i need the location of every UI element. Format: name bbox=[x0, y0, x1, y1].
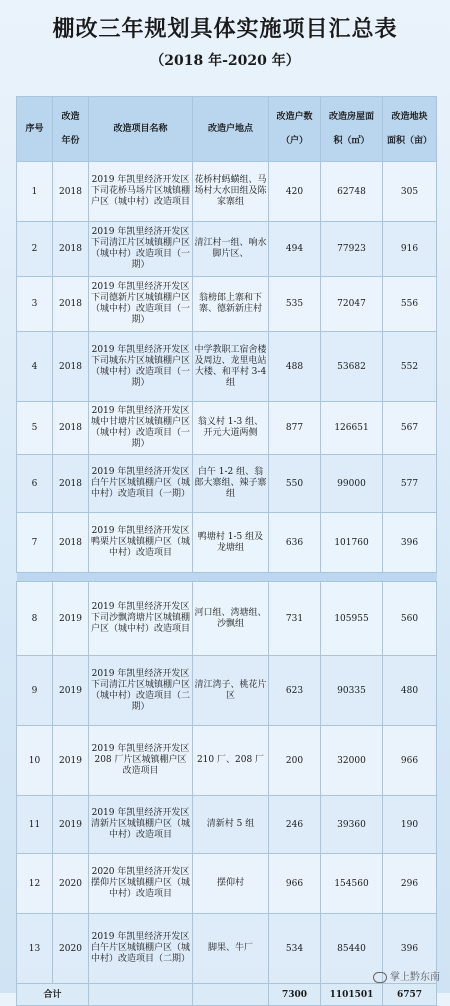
total-area: 1101501 bbox=[321, 984, 383, 1006]
cell-name: 2019 年凯里经济开发区下司城东片区城镇棚户区（城中村）改造项目（一期） bbox=[89, 332, 193, 402]
cell-location: 白午 1-2 组、翁郎大寨组、辣子寨组 bbox=[193, 455, 269, 513]
cell-location: 210 厂、208 厂 bbox=[193, 726, 269, 796]
cell-households: 966 bbox=[269, 854, 321, 914]
cell-name: 2019 年凯里经济开发区白午片区城镇棚户区（城中村）改造项目（二期） bbox=[89, 914, 193, 984]
cell-name: 2019 年凯里经济开发区 208 厂片区城镇棚户区改造项目 bbox=[89, 726, 193, 796]
cell-households: 731 bbox=[269, 582, 321, 656]
cell-area: 39360 bbox=[321, 796, 383, 854]
cell-name: 2020 年凯里经济开发区摆仰片区城镇棚户区（城中村）改造项目 bbox=[89, 854, 193, 914]
table-row bbox=[17, 455, 437, 513]
project-summary-table bbox=[16, 96, 437, 1006]
cell-name: 2019 年凯里经济开发区清新片区城镇棚户区（城中村）改造项目 bbox=[89, 796, 193, 854]
table-row bbox=[17, 513, 437, 573]
cell-location: 鸭塘村 1-5 组及龙塘组 bbox=[193, 513, 269, 573]
cell-year: 2018 bbox=[53, 513, 89, 573]
cell-land: 916 bbox=[383, 222, 437, 277]
cell-seq: 9 bbox=[17, 656, 53, 726]
cell-area: 62748 bbox=[321, 162, 383, 222]
total-households: 7300 bbox=[269, 984, 321, 1006]
cell-households: 200 bbox=[269, 726, 321, 796]
cell-land: 190 bbox=[383, 796, 437, 854]
cell-land: 556 bbox=[383, 277, 437, 332]
cell-area: 53682 bbox=[321, 332, 383, 402]
cell-year: 2018 bbox=[53, 455, 89, 513]
cell-seq: 3 bbox=[17, 277, 53, 332]
cell-location: 翁义村 1-3 组、开元大道两侧 bbox=[193, 402, 269, 455]
cell-year: 2020 bbox=[53, 914, 89, 984]
table-row bbox=[17, 332, 437, 402]
section-gap bbox=[17, 573, 437, 582]
cell-seq: 12 bbox=[17, 854, 53, 914]
cell-year: 2020 bbox=[53, 854, 89, 914]
table-row bbox=[17, 277, 437, 332]
cell-land: 577 bbox=[383, 455, 437, 513]
table-row bbox=[17, 222, 437, 277]
cell-location: 清新村 5 组 bbox=[193, 796, 269, 854]
header-name: 改造项目名称 bbox=[89, 97, 193, 162]
cell-location: 花桥村蚂蟥组、马场村大水田组及陈家寨组 bbox=[193, 162, 269, 222]
cell-year: 2018 bbox=[53, 222, 89, 277]
cell-name: 2019 年凯里经济开发区城中甘塘片区城镇棚户区（城中村）改造项目（一期） bbox=[89, 402, 193, 455]
cell-name: 2019 年凯里经济开发区下司沙飘湾塘片区城镇棚户区（城中村）改造项目 bbox=[89, 582, 193, 656]
cell-area: 85440 bbox=[321, 914, 383, 984]
cell-land: 305 bbox=[383, 162, 437, 222]
cell-location: 翁榜郎上寨和下寨、德新新庄村 bbox=[193, 277, 269, 332]
cell-name: 2019 年凯里经济开发区鸭栗片区城镇棚户区（城中村）改造项目 bbox=[89, 513, 193, 573]
cell-land: 560 bbox=[383, 582, 437, 656]
table-row bbox=[17, 854, 437, 914]
header-year: 改造 年份 bbox=[53, 97, 89, 162]
cell-area: 99000 bbox=[321, 455, 383, 513]
table-row bbox=[17, 402, 437, 455]
cell-land: 396 bbox=[383, 914, 437, 984]
header-land: 改造地块 面积（亩） bbox=[383, 97, 437, 162]
cell-area: 126651 bbox=[321, 402, 383, 455]
total-empty-2 bbox=[193, 984, 269, 1006]
cell-households: 623 bbox=[269, 656, 321, 726]
cell-land: 480 bbox=[383, 656, 437, 726]
cell-year: 2019 bbox=[53, 582, 89, 656]
cell-area: 77923 bbox=[321, 222, 383, 277]
cell-year: 2018 bbox=[53, 332, 89, 402]
cell-households: 246 bbox=[269, 796, 321, 854]
cell-area: 154560 bbox=[321, 854, 383, 914]
header-seq: 序号 bbox=[17, 97, 53, 162]
cell-seq: 4 bbox=[17, 332, 53, 402]
cell-name: 2019 年凯里经济开发区下司花桥马场片区城镇棚户区（城中村）改造项目 bbox=[89, 162, 193, 222]
cell-land: 396 bbox=[383, 513, 437, 573]
total-empty-1 bbox=[89, 984, 193, 1006]
cell-seq: 2 bbox=[17, 222, 53, 277]
cell-land: 296 bbox=[383, 854, 437, 914]
table-header-row bbox=[17, 97, 437, 162]
cell-location: 清江村一组、响水脚片区、 bbox=[193, 222, 269, 277]
cell-location: 清江湾子、桃花片区 bbox=[193, 656, 269, 726]
cell-year: 2018 bbox=[53, 402, 89, 455]
cell-seq: 7 bbox=[17, 513, 53, 573]
wechat-icon bbox=[373, 972, 387, 983]
watermark: 掌上黔东南 bbox=[373, 968, 440, 983]
total-land: 6757 bbox=[383, 984, 437, 1006]
cell-year: 2019 bbox=[53, 656, 89, 726]
cell-area: 101760 bbox=[321, 513, 383, 573]
header-location: 改造户地点 bbox=[193, 97, 269, 162]
cell-seq: 1 bbox=[17, 162, 53, 222]
cell-name: 2019 年凯里经济开发区下司清江片区城镇棚户区（城中村）改造项目（二期） bbox=[89, 656, 193, 726]
cell-year: 2018 bbox=[53, 277, 89, 332]
cell-seq: 11 bbox=[17, 796, 53, 854]
page-title: 棚改三年规划具体实施项目汇总表 bbox=[52, 16, 398, 42]
cell-name: 2019 年凯里经济开发区下司清江片区城镇棚户区（城中村）改造项目（一期） bbox=[89, 222, 193, 277]
cell-households: 494 bbox=[269, 222, 321, 277]
cell-land: 567 bbox=[383, 402, 437, 455]
cell-name: 2019 年凯里经济开发区下司德新片区城镇棚户区（城中村）改造项目（一期） bbox=[89, 277, 193, 332]
cell-year: 2018 bbox=[53, 162, 89, 222]
cell-households: 636 bbox=[269, 513, 321, 573]
cell-households: 488 bbox=[269, 332, 321, 402]
table-row bbox=[17, 162, 437, 222]
total-label: 合计 bbox=[17, 984, 89, 1006]
header-households: 改造户数 （户） bbox=[269, 97, 321, 162]
header-area: 改造房屋面 积（㎡） bbox=[321, 97, 383, 162]
cell-seq: 5 bbox=[17, 402, 53, 455]
cell-area: 72047 bbox=[321, 277, 383, 332]
table-row bbox=[17, 726, 437, 796]
cell-seq: 13 bbox=[17, 914, 53, 984]
cell-households: 877 bbox=[269, 402, 321, 455]
cell-year: 2019 bbox=[53, 796, 89, 854]
cell-land: 552 bbox=[383, 332, 437, 402]
cell-seq: 8 bbox=[17, 582, 53, 656]
total-row bbox=[17, 984, 437, 1006]
page-subtitle: （2018 年-2020 年） bbox=[150, 53, 300, 69]
cell-area: 90335 bbox=[321, 656, 383, 726]
cell-households: 534 bbox=[269, 914, 321, 984]
table-row bbox=[17, 582, 437, 656]
cell-seq: 6 bbox=[17, 455, 53, 513]
cell-households: 550 bbox=[269, 455, 321, 513]
cell-location: 脚果、牛厂 bbox=[193, 914, 269, 984]
cell-location: 摆仰村 bbox=[193, 854, 269, 914]
cell-area: 32000 bbox=[321, 726, 383, 796]
cell-households: 420 bbox=[269, 162, 321, 222]
cell-households: 535 bbox=[269, 277, 321, 332]
cell-land: 966 bbox=[383, 726, 437, 796]
table-row bbox=[17, 796, 437, 854]
cell-year: 2019 bbox=[53, 726, 89, 796]
table-row bbox=[17, 656, 437, 726]
cell-location: 河口组、湾塘组、沙飘组 bbox=[193, 582, 269, 656]
cell-name: 2019 年凯里经济开发区白午片区城镇棚户区（城中村）改造项目（一期） bbox=[89, 455, 193, 513]
cell-seq: 10 bbox=[17, 726, 53, 796]
cell-area: 105955 bbox=[321, 582, 383, 656]
cell-location: 中学教职工宿舍楼及周边、龙里电站大楼、和平村 3-4 组 bbox=[193, 332, 269, 402]
